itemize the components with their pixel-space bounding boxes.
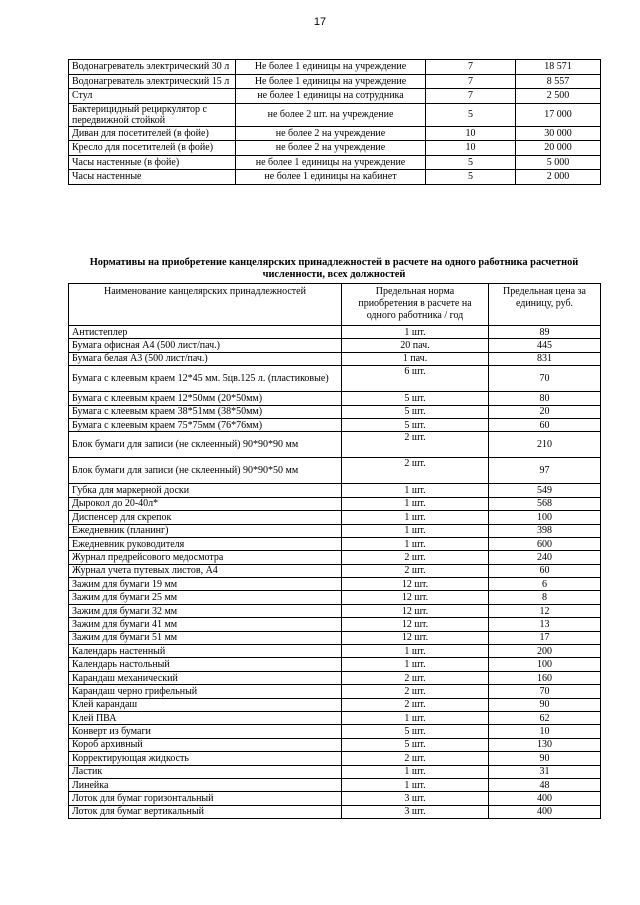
stationery-name-cell: Диспенсер для скрепок — [69, 511, 342, 524]
stationery-norm-cell: 1 шт. — [342, 658, 489, 671]
stationery-norm-cell: 1 шт. — [342, 484, 489, 497]
stationery-norm-cell: 2 шт. — [342, 564, 489, 577]
stationery-price-cell: 240 — [489, 551, 601, 564]
equipment-price-cell: 2 000 — [516, 170, 601, 185]
stationery-price-cell: 13 — [489, 618, 601, 631]
stationery-price-cell: 100 — [489, 658, 601, 671]
stationery-norm-cell: 12 шт. — [342, 578, 489, 591]
equipment-norm-cell: не более 1 единицы на кабинет — [236, 170, 426, 185]
stationery-name-cell: Дырокол до 20-40л* — [69, 497, 342, 510]
header-price: Предельная цена за единицу, руб. — [489, 284, 601, 326]
stationery-norm-cell: 3 шт. — [342, 805, 489, 818]
stationery-price-cell: 12 — [489, 604, 601, 617]
table-row — [69, 352, 601, 365]
table-row — [69, 60, 601, 75]
table-row — [69, 564, 601, 577]
stationery-price-cell: 398 — [489, 524, 601, 537]
stationery-norm-cell: 1 шт. — [342, 326, 489, 339]
stationery-norm-cell: 12 шт. — [342, 604, 489, 617]
stationery-norm-cell: 2 шт. — [342, 671, 489, 684]
stationery-name-cell: Бумага с клеевым краем 12*50мм (20*50мм) — [69, 392, 342, 405]
equipment-name-cell: Диван для посетителей (в фойе) — [69, 126, 236, 141]
stationery-norm-cell: 1 шт. — [342, 711, 489, 724]
equipment-years-cell: 7 — [426, 60, 516, 75]
stationery-name-cell: Ластик — [69, 765, 342, 778]
equipment-norm-cell: Не более 1 единицы на учреждение — [236, 74, 426, 89]
table-row — [69, 792, 601, 805]
stationery-norm-cell: 6 шт. — [342, 366, 489, 392]
table-row — [69, 711, 601, 724]
stationery-name-cell: Ежедневник руководителя — [69, 537, 342, 550]
stationery-norm-cell: 2 шт. — [342, 752, 489, 765]
stationery-price-cell: 90 — [489, 698, 601, 711]
stationery-norm-cell: 2 шт. — [342, 698, 489, 711]
table-row — [69, 366, 601, 392]
equipment-price-cell: 5 000 — [516, 155, 601, 170]
table-row — [69, 524, 601, 537]
table-row — [69, 458, 601, 484]
stationery-name-cell: Губка для маркерной доски — [69, 484, 342, 497]
stationery-price-cell: 160 — [489, 671, 601, 684]
equipment-name-cell: Кресло для посетителей (в фойе) — [69, 141, 236, 156]
table-row — [69, 765, 601, 778]
stationery-norm-cell: 5 шт. — [342, 418, 489, 431]
stationery-price-cell: 831 — [489, 352, 601, 365]
table-row — [69, 738, 601, 751]
table-row — [69, 126, 601, 141]
equipment-norm-cell: не более 2 на учреждение — [236, 141, 426, 156]
stationery-norm-cell: 1 шт. — [342, 511, 489, 524]
equipment-name-cell: Бактерицидный рециркулятор с передвижной стойкой — [69, 103, 236, 126]
stationery-norm-cell: 20 пач. — [342, 339, 489, 352]
stationery-name-cell: Бумага с клеевым краем 12*45 мм. 5цв.125 л. (пластиковые) — [69, 366, 342, 392]
stationery-price-cell: 10 — [489, 725, 601, 738]
table-row — [69, 551, 601, 564]
stationery-norm-cell: 1 пач. — [342, 352, 489, 365]
stationery-name-cell: Календарь настольный — [69, 658, 342, 671]
stationery-name-cell: Журнал учета путевых листов, А4 — [69, 564, 342, 577]
header-name: Наименование канцелярских принадлежностей — [69, 284, 342, 326]
stationery-norm-cell: 2 шт. — [342, 432, 489, 458]
stationery-norm-cell: 1 шт. — [342, 778, 489, 791]
stationery-norm-cell: 1 шт. — [342, 645, 489, 658]
table-row — [69, 591, 601, 604]
stationery-price-cell: 400 — [489, 805, 601, 818]
stationery-name-cell: Лоток для бумаг вертикальный — [69, 805, 342, 818]
table-row — [69, 698, 601, 711]
table-row — [69, 141, 601, 156]
table-row — [69, 778, 601, 791]
table-row — [69, 497, 601, 510]
stationery-name-cell: Зажим для бумаги 51 мм — [69, 631, 342, 644]
stationery-name-cell: Блок бумаги для записи (не склеенный) 90*90*90 мм — [69, 432, 342, 458]
stationery-name-cell: Линейка — [69, 778, 342, 791]
stationery-norm-cell: 12 шт. — [342, 591, 489, 604]
equipment-price-cell: 30 000 — [516, 126, 601, 141]
stationery-norm-cell: 12 шт. — [342, 618, 489, 631]
table-row — [69, 339, 601, 352]
stationery-name-cell: Журнал предрейсового медосмотра — [69, 551, 342, 564]
equipment-norm-cell: не более 2 на учреждение — [236, 126, 426, 141]
table-row — [69, 618, 601, 631]
equipment-price-cell: 18 571 — [516, 60, 601, 75]
equipment-norm-cell: не более 2 шт. на учреждение — [236, 103, 426, 126]
stationery-name-cell: Карандаш черно грифельный — [69, 685, 342, 698]
table-row — [69, 752, 601, 765]
stationery-name-cell: Блок бумаги для записи (не склеенный) 90*90*50 мм — [69, 458, 342, 484]
stationery-price-cell: 70 — [489, 366, 601, 392]
equipment-norm-cell: не более 1 единицы на учреждение — [236, 155, 426, 170]
stationery-price-cell: 549 — [489, 484, 601, 497]
stationery-name-cell: Лоток для бумаг горизонтальный — [69, 792, 342, 805]
equipment-table — [68, 59, 601, 185]
stationery-price-cell: 210 — [489, 432, 601, 458]
stationery-price-cell: 60 — [489, 418, 601, 431]
equipment-name-cell: Стул — [69, 89, 236, 104]
table-row — [69, 658, 601, 671]
stationery-price-cell: 6 — [489, 578, 601, 591]
table-row — [69, 155, 601, 170]
stationery-name-cell: Бумага с клеевым краем 38*51мм (38*50мм) — [69, 405, 342, 418]
equipment-years-cell: 5 — [426, 170, 516, 185]
stationery-price-cell: 400 — [489, 792, 601, 805]
table-row — [69, 392, 601, 405]
table-row — [69, 74, 601, 89]
stationery-norm-cell: 2 шт. — [342, 685, 489, 698]
stationery-name-cell: Корректирующая жидкость — [69, 752, 342, 765]
equipment-price-cell: 20 000 — [516, 141, 601, 156]
stationery-name-cell: Зажим для бумаги 32 мм — [69, 604, 342, 617]
table-row — [69, 418, 601, 431]
stationery-name-cell: Короб архивный — [69, 738, 342, 751]
stationery-name-cell: Бумага с клеевым краем 75*75мм (76*76мм) — [69, 418, 342, 431]
table-row — [69, 103, 601, 126]
stationery-header-row — [69, 284, 601, 326]
table-row — [69, 511, 601, 524]
stationery-table — [68, 283, 601, 819]
stationery-name-cell: Календарь настенный — [69, 645, 342, 658]
stationery-norm-cell: 5 шт. — [342, 725, 489, 738]
stationery-norm-cell: 5 шт. — [342, 738, 489, 751]
stationery-name-cell: Клей ПВА — [69, 711, 342, 724]
equipment-name-cell: Часы настенные (в фойе) — [69, 155, 236, 170]
table-row — [69, 170, 601, 185]
stationery-price-cell: 8 — [489, 591, 601, 604]
header-norm: Предельная норма приобретения в расчете на одного работника / год — [342, 284, 489, 326]
table-row — [69, 578, 601, 591]
stationery-price-cell: 48 — [489, 778, 601, 791]
stationery-name-cell: Зажим для бумаги 25 мм — [69, 591, 342, 604]
equipment-years-cell: 10 — [426, 141, 516, 156]
page-number: 17 — [313, 16, 327, 28]
stationery-name-cell: Зажим для бумаги 41 мм — [69, 618, 342, 631]
stationery-name-cell: Бумага офисная А4 (500 лист/пач.) — [69, 339, 342, 352]
equipment-name-cell: Водонагреватель электрический 15 л — [69, 74, 236, 89]
table-row — [69, 537, 601, 550]
stationery-norm-cell: 1 шт. — [342, 765, 489, 778]
stationery-price-cell: 62 — [489, 711, 601, 724]
stationery-price-cell: 80 — [489, 392, 601, 405]
stationery-norm-cell: 2 шт. — [342, 551, 489, 564]
stationery-name-cell: Зажим для бумаги 19 мм — [69, 578, 342, 591]
stationery-norm-cell: 12 шт. — [342, 631, 489, 644]
stationery-norm-cell: 5 шт. — [342, 405, 489, 418]
equipment-price-cell: 8 557 — [516, 74, 601, 89]
stationery-norm-cell: 1 шт. — [342, 537, 489, 550]
section-title: Нормативы на приобретение канцелярских принадлежностей в расчете на одного работника расчетной численности, всех должностей — [89, 257, 579, 280]
table-row — [69, 604, 601, 617]
stationery-price-cell: 100 — [489, 511, 601, 524]
stationery-price-cell: 97 — [489, 458, 601, 484]
equipment-table-body — [69, 60, 601, 185]
stationery-norm-cell: 2 шт. — [342, 458, 489, 484]
stationery-price-cell: 130 — [489, 738, 601, 751]
stationery-table-body — [69, 326, 601, 819]
stationery-price-cell: 90 — [489, 752, 601, 765]
table-row — [69, 645, 601, 658]
equipment-norm-cell: не более 1 единицы на сотрудника — [236, 89, 426, 104]
table-row — [69, 671, 601, 684]
stationery-price-cell: 60 — [489, 564, 601, 577]
equipment-years-cell: 7 — [426, 89, 516, 104]
equipment-name-cell: Водонагреватель электрический 30 л — [69, 60, 236, 75]
stationery-price-cell: 17 — [489, 631, 601, 644]
stationery-price-cell: 200 — [489, 645, 601, 658]
table-row — [69, 405, 601, 418]
stationery-price-cell: 568 — [489, 497, 601, 510]
stationery-name-cell: Клей карандаш — [69, 698, 342, 711]
table-row — [69, 432, 601, 458]
equipment-norm-cell: Не более 1 единицы на учреждение — [236, 60, 426, 75]
table-row — [69, 484, 601, 497]
table-row — [69, 631, 601, 644]
table-row — [69, 89, 601, 104]
equipment-years-cell: 7 — [426, 74, 516, 89]
stationery-name-cell: Ежедневник (планинг) — [69, 524, 342, 537]
stationery-price-cell: 89 — [489, 326, 601, 339]
table-row — [69, 326, 601, 339]
table-row — [69, 725, 601, 738]
stationery-norm-cell: 1 шт. — [342, 497, 489, 510]
stationery-norm-cell: 1 шт. — [342, 524, 489, 537]
stationery-name-cell: Антистеплер — [69, 326, 342, 339]
stationery-name-cell: Бумага белая А3 (500 лист/пач.) — [69, 352, 342, 365]
stationery-name-cell: Карандаш механический — [69, 671, 342, 684]
equipment-price-cell: 17 000 — [516, 103, 601, 126]
stationery-price-cell: 70 — [489, 685, 601, 698]
stationery-norm-cell: 3 шт. — [342, 792, 489, 805]
stationery-name-cell: Конверт из бумаги — [69, 725, 342, 738]
equipment-price-cell: 2 500 — [516, 89, 601, 104]
stationery-norm-cell: 5 шт. — [342, 392, 489, 405]
stationery-price-cell: 445 — [489, 339, 601, 352]
stationery-price-cell: 600 — [489, 537, 601, 550]
equipment-name-cell: Часы настенные — [69, 170, 236, 185]
equipment-years-cell: 10 — [426, 126, 516, 141]
stationery-price-cell: 31 — [489, 765, 601, 778]
table-row — [69, 685, 601, 698]
stationery-price-cell: 20 — [489, 405, 601, 418]
table-row — [69, 805, 601, 818]
equipment-years-cell: 5 — [426, 155, 516, 170]
equipment-years-cell: 5 — [426, 103, 516, 126]
